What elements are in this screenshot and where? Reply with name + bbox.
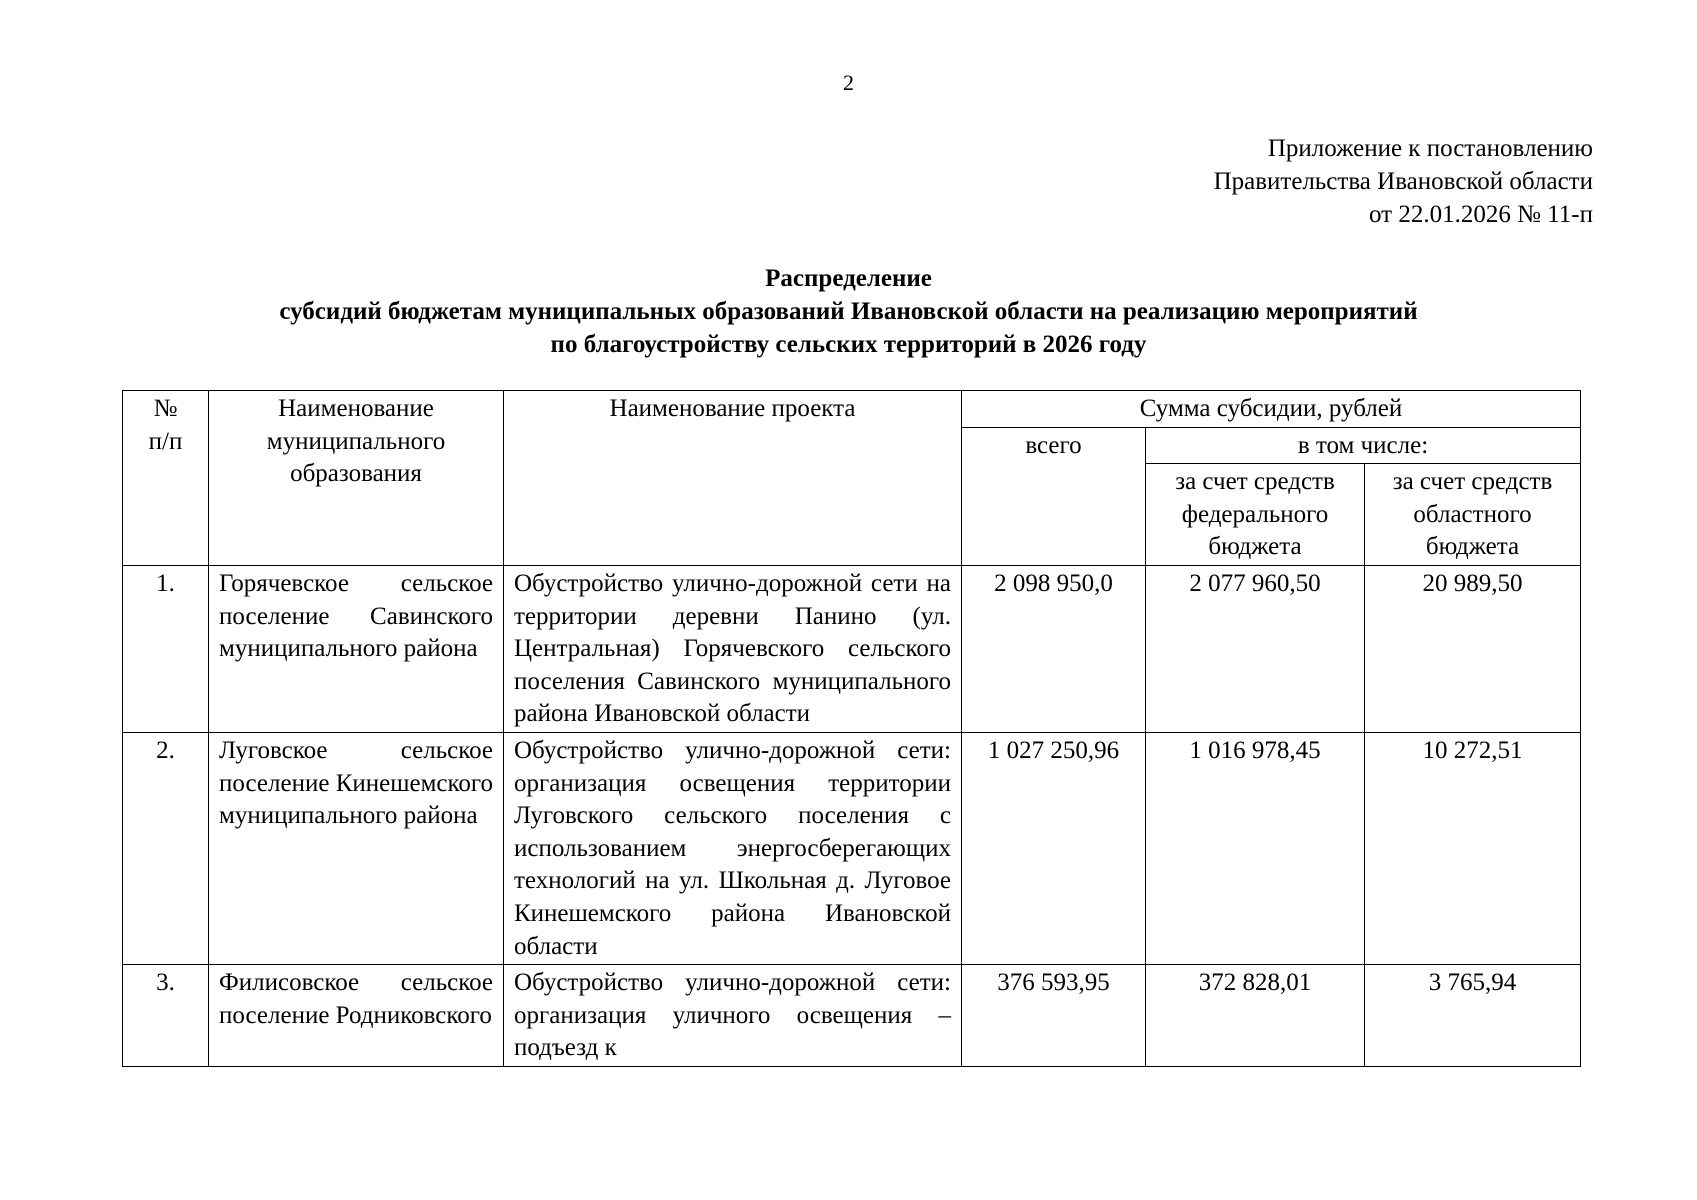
header-regional-line-3: бюджета [1425, 533, 1520, 561]
title-line-1: Распределение [765, 265, 932, 292]
header-municipality-line-3: образования [290, 460, 422, 488]
row-municipality: Луговское сельское поселение Кинешемского муниципального района [209, 732, 504, 964]
row-project: Обустройство улично-дорожной сети: организация освещения территории Луговского сельского поселения с использованием энергосберегающих технологий на ул. Школьная д. Луговое Кинешемского района Ивановской области [504, 732, 962, 964]
header-sum: Сумма субсидии, рублей [962, 391, 1581, 428]
header-regional [1365, 464, 1581, 566]
row-regional: 20 989,50 [1365, 565, 1581, 732]
header-num [123, 391, 209, 566]
header-federal [1146, 464, 1365, 566]
annex-line-3: от 22.01.2026 № 11-п [1369, 201, 1593, 228]
header-municipality-line-2: муниципального [266, 427, 446, 455]
row-total: 1 027 250,96 [962, 732, 1146, 964]
row-total: 2 098 950,0 [962, 565, 1146, 732]
row-number: 3. [123, 965, 209, 1067]
row-municipality: Филисовское сельское поселение Родниковского [209, 965, 504, 1067]
row-number: 1. [123, 565, 209, 732]
table-row [123, 965, 1581, 1067]
title-line-3: по благоустройству сельских территорий в 2026 году [550, 331, 1147, 358]
annex-block [1214, 132, 1593, 231]
annex-line-1: Приложение к постановлению [1267, 135, 1593, 162]
header-including: в том числе: [1146, 427, 1581, 464]
header-total: всего [962, 427, 1146, 565]
header-federal-line-2: федерального [1181, 500, 1329, 528]
annex-line-2: Правительства Ивановской области [1213, 168, 1593, 195]
page-number: 2 [843, 70, 854, 95]
header-federal-line-1: за счет средств [1175, 468, 1335, 496]
header-municipality-line-1: Наименование [278, 395, 434, 422]
row-regional: 10 272,51 [1365, 732, 1581, 964]
header-regional-line-1: за счет средств [1392, 468, 1553, 496]
row-total: 376 593,95 [962, 965, 1146, 1067]
row-federal: 372 828,01 [1146, 965, 1365, 1067]
header-num-line-1: № [153, 395, 178, 422]
subsidies-table [122, 390, 1581, 1067]
row-municipality: Горячевское сельское поселение Савинского муниципального района [209, 565, 504, 732]
header-regional-line-2: областного [1413, 500, 1532, 528]
row-federal: 2 077 960,50 [1146, 565, 1365, 732]
row-project: Обустройство улично-дорожной сети: организация уличного освещения – подъезд к [504, 965, 962, 1067]
table-row [123, 732, 1581, 964]
table-row [123, 565, 1581, 732]
header-project: Наименование проекта [504, 391, 962, 566]
table-header [123, 391, 1581, 566]
row-number: 2. [123, 732, 209, 964]
row-regional: 3 765,94 [1365, 965, 1581, 1067]
title-line-2: субсидий бюджетам муниципальных образований Ивановской области на реализацию мероприятий [279, 298, 1418, 325]
header-num-line-2: п/п [148, 427, 183, 455]
header-municipality [209, 391, 504, 566]
row-project: Обустройство улично-дорожной сети на территории деревни Панино (ул. Центральная) Горячевского сельского поселения Савинского муниципального района Ивановской области [504, 565, 962, 732]
row-federal: 1 016 978,45 [1146, 732, 1365, 964]
document-title [0, 262, 1697, 361]
header-federal-line-3: бюджета [1208, 533, 1302, 561]
